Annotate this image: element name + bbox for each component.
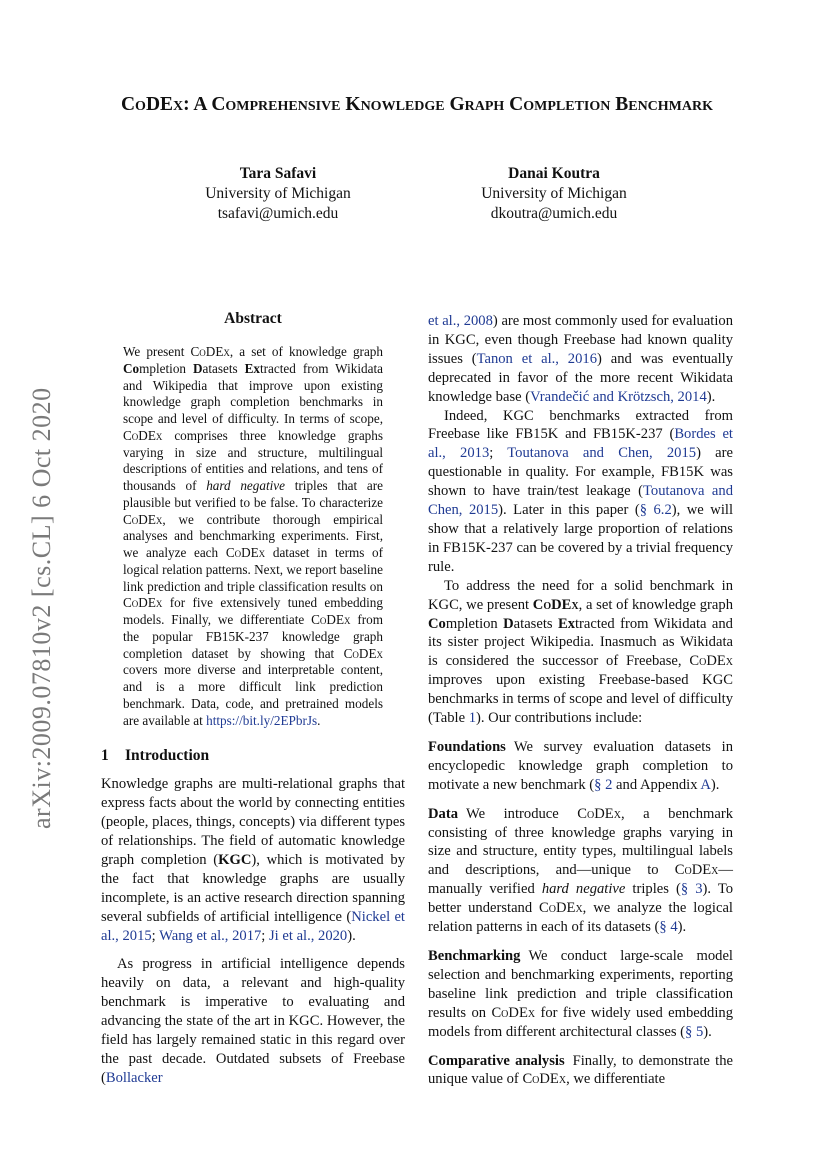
section-ref-link[interactable]: § 2 bbox=[594, 776, 613, 793]
text-run: CoDEx bbox=[311, 612, 351, 627]
text-run: CoDEx bbox=[522, 1071, 567, 1088]
citation-link[interactable]: Vrandečić and Krötzsch, 2014 bbox=[530, 388, 707, 405]
author-name: Tara Safavi bbox=[239, 165, 317, 182]
text-run: for five extensively tuned embedding models. Finally, we differentiate bbox=[123, 595, 383, 627]
text-run: We survey evaluation datasets in encyclopedic knowledge graph completion to motivate a new benchmark ( bbox=[428, 738, 733, 793]
section-ref-link[interactable]: § 4 bbox=[659, 919, 678, 936]
text-run: CoDEx bbox=[123, 427, 163, 443]
table-ref-link[interactable]: 1 bbox=[468, 710, 477, 727]
text-run: , a set of knowledge graph bbox=[229, 344, 383, 359]
arxiv-identifier: arXiv:2009.07810v2 [cs.CL] 6 Oct 2020 bbox=[27, 387, 56, 829]
text-run: Indeed, KGC benchmarks extracted from Freebase like FB15K and FB15K-237 ( bbox=[428, 407, 733, 443]
text-run: D bbox=[503, 615, 514, 632]
text-run: CoDEx bbox=[123, 511, 163, 527]
contribution-data bbox=[428, 805, 733, 937]
text-run: ; bbox=[151, 927, 160, 944]
run-in-heading: Data bbox=[428, 805, 458, 822]
text-run: triples that are plausible but verified to be false. To characterize bbox=[123, 478, 383, 510]
text-run: , a set of knowledge graph bbox=[578, 596, 733, 613]
text-run: , we contribute thorough empirical analyses and benchmarking experiments. First, we analyze each bbox=[123, 511, 383, 560]
citation-link[interactable]: Ji et al., 2020 bbox=[269, 927, 348, 944]
abstract-text bbox=[101, 344, 405, 729]
text-run: hard negative bbox=[541, 881, 626, 898]
text-run: ) and was eventually deprecated in favor of the more recent Wikidata knowledge base ( bbox=[428, 350, 733, 405]
text-run: Knowledge graphs are multi-relational graphs that express facts about the world by connecting entities (people, places, things, concepts) via different types of relationships. The field of automatic knowledge graph completion ( bbox=[101, 776, 405, 868]
author-email: tsafavi@umich.edu bbox=[217, 205, 339, 222]
text-run: tracted from Wikidata and Wikipedia that improve upon existing knowledge graph completion benchmarks in scope and level of difficulty. In terms of scope, bbox=[123, 360, 383, 426]
text-run: covers more diverse and interpretable content, and is a more difficult link prediction benchmark. Data, code, and pretrained models are available at bbox=[123, 662, 383, 728]
text-run: CoDEx bbox=[674, 862, 719, 879]
text-run: CoDEx bbox=[123, 595, 163, 611]
text-run: mpletion bbox=[139, 360, 193, 376]
text-run: , we differentiate bbox=[566, 1071, 666, 1088]
text-run: ). bbox=[703, 1023, 712, 1040]
text-run: Introduction bbox=[125, 747, 210, 765]
intro-paragraph-2 bbox=[101, 955, 405, 1087]
citation-link[interactable]: Toutanova and Chen, 2015 bbox=[428, 483, 733, 519]
text-run: D bbox=[192, 360, 203, 376]
contribution-benchmarking bbox=[428, 947, 733, 1042]
text-run: for five widely used embedding models from different architectural classes ( bbox=[428, 1004, 733, 1040]
citation-link[interactable]: Bordes et al., 2013 bbox=[428, 426, 733, 462]
text-run: , a benchmark consisting of three knowledge graphs varying in size and structure, entity types, multilingual labels and descriptions, and—unique to bbox=[428, 805, 733, 879]
text-run: CoDEx bbox=[532, 596, 579, 613]
text-run: atasets bbox=[513, 615, 558, 632]
citation-link[interactable]: Toutanova and Chen, 2015 bbox=[507, 445, 697, 462]
citation-link[interactable]: Tanon et al., 2016 bbox=[476, 350, 597, 367]
intro-paragraph-4 bbox=[428, 577, 733, 728]
paper-title bbox=[100, 94, 734, 116]
text-run: atasets bbox=[202, 360, 245, 376]
text-run: and Appendix bbox=[612, 776, 701, 793]
abstract-heading: Abstract bbox=[224, 310, 282, 327]
author-2 bbox=[424, 164, 684, 224]
text-run: tracted from Wikidata and its sister project Wikipedia. Inasmuch as Wikidata is considered the successor of Freebase, bbox=[428, 615, 733, 670]
title-codex: CoDEx: A Comprehensive Knowledge Graph Completion Benchmark bbox=[120, 94, 714, 115]
section-ref-link[interactable]: § 5 bbox=[685, 1023, 704, 1040]
text-run: from the popular FB15K-237 knowledge graph completion dataset by showing that bbox=[123, 612, 383, 661]
author-email: dkoutra@umich.edu bbox=[490, 205, 618, 222]
citation-link[interactable]: Wang et al., 2017 bbox=[159, 927, 262, 944]
text-run: CoDEx bbox=[225, 545, 266, 560]
text-run: CoDEx bbox=[577, 805, 621, 822]
text-run: dataset in terms of logical relation patterns. Next, we report baseline link prediction and triple classification results on bbox=[123, 545, 384, 594]
section-ref-link[interactable]: § 6.2 bbox=[639, 502, 672, 519]
text-run: ) are most commonly used for evaluation in KGC, even though Freebase had known quality issues ( bbox=[428, 313, 733, 367]
text-run: We present bbox=[123, 344, 191, 359]
data-url-link[interactable]: https://bit.ly/2EPbrJs bbox=[206, 712, 318, 728]
text-run: ). bbox=[347, 927, 356, 944]
appendix-ref-link[interactable]: A bbox=[700, 776, 711, 793]
text-run: ), we will show that a relatively large proportion of relations in FB15K-237 can be covered by a trivial frequency rule. bbox=[428, 502, 733, 575]
text-run: CoDEx bbox=[343, 645, 383, 661]
text-run: hard negative bbox=[206, 478, 285, 493]
text-run: ; bbox=[489, 445, 508, 462]
text-run: Co bbox=[428, 615, 446, 632]
text-run: improves upon existing Freebase-based KGC benchmarks in terms of scope and level of difficulty (Table bbox=[428, 672, 733, 727]
text-run: triples ( bbox=[625, 881, 681, 898]
text-run: Ex bbox=[244, 360, 260, 376]
intro-paragraph-2-cont bbox=[428, 312, 733, 407]
text-run: As progress in artificial intelligence depends heavily on data, a relevant and high-quality benchmark is imperative to evaluating and advancing the state of the art in KGC. However, the field has largely remained static in this regard over the past decade. Outdated subsets of Freebase ( bbox=[101, 956, 405, 1086]
text-run: ). Our contributions include: bbox=[476, 710, 643, 727]
run-in-heading: Foundations bbox=[428, 738, 506, 755]
run-in-heading: Benchmarking bbox=[428, 948, 521, 964]
text-run: —manually verified bbox=[428, 862, 733, 898]
text-run: CoDEx bbox=[539, 900, 583, 917]
author-1 bbox=[148, 164, 408, 224]
run-in-heading: Comparative analysis bbox=[428, 1052, 565, 1069]
text-run: CoDEx bbox=[491, 1004, 536, 1021]
left-column bbox=[101, 310, 405, 1088]
citation-link[interactable]: Bollacker bbox=[105, 1069, 163, 1086]
text-run: To address the need for a solid benchmark in KGC, we present bbox=[428, 577, 733, 613]
citation-link[interactable]: et al., 2008 bbox=[428, 313, 493, 329]
text-run: ). To better understand bbox=[428, 881, 734, 917]
text-run: ). bbox=[706, 388, 716, 405]
text-run: , we analyze the logical relation patterns in each of its datasets ( bbox=[428, 900, 733, 936]
text-run: KGC bbox=[218, 851, 252, 868]
citation-link[interactable]: Nickel et al., 2015 bbox=[101, 908, 405, 944]
text-run: mpletion bbox=[445, 615, 504, 632]
text-run: We introduce bbox=[466, 805, 578, 822]
author-name: Danai Koutra bbox=[508, 165, 600, 182]
text-run: Co bbox=[123, 360, 140, 376]
text-run: Finally, to demonstrate the unique value of bbox=[428, 1052, 733, 1088]
text-run: ). bbox=[710, 776, 720, 793]
right-column bbox=[428, 312, 733, 1089]
text-run: ; bbox=[261, 927, 269, 944]
text-run: CoDEx bbox=[190, 344, 230, 359]
intro-paragraph-1 bbox=[101, 775, 405, 945]
text-run: ), which is motivated by the fact that knowledge graphs are usually incomplete, is an active research direction spanning several subfields of artificial intelligence ( bbox=[101, 851, 405, 925]
contribution-foundations bbox=[428, 738, 733, 795]
section-heading-introduction bbox=[101, 747, 405, 765]
text-run: Ex bbox=[557, 615, 575, 632]
text-run: ) are questionable in quality. For example, FB15K was shown to have train/test leakage ( bbox=[428, 445, 733, 500]
text-run: . bbox=[317, 712, 321, 728]
text-run: 1 bbox=[101, 747, 109, 765]
intro-paragraph-3 bbox=[428, 407, 733, 577]
section-ref-link[interactable]: § 3 bbox=[680, 881, 703, 898]
contribution-comparative-analysis bbox=[428, 1052, 733, 1090]
text-run: comprises three knowledge graphs varying in size and structure, multilingual descriptions of entities and relations, and tens of thousands of bbox=[123, 427, 383, 493]
author-affiliation: University of Michigan bbox=[205, 185, 351, 202]
text-run: CoDEx bbox=[689, 653, 733, 670]
text-run: We conduct large-scale model selection and benchmarking experiments, reporting baseline link prediction and triple classification results on bbox=[428, 948, 733, 1021]
author-affiliation: University of Michigan bbox=[481, 185, 627, 202]
text-run: ). Later in this paper ( bbox=[498, 502, 640, 519]
text-run: ). bbox=[677, 919, 687, 936]
